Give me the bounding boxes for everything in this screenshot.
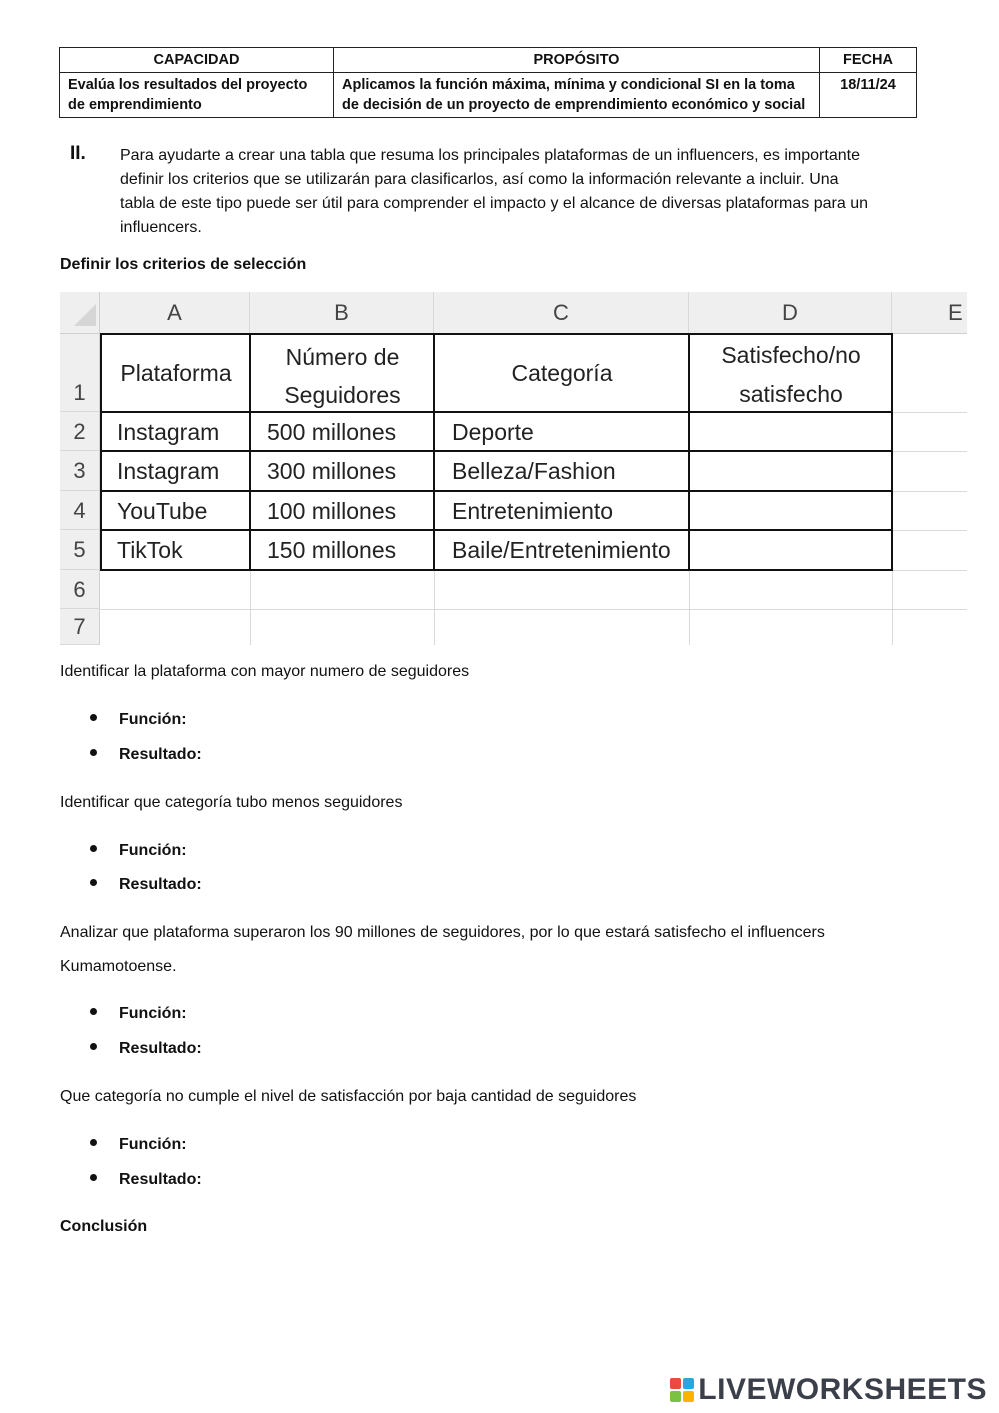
cell-plataforma: YouTube [117, 498, 208, 524]
criterios-title: Definir los criterios de selección [60, 256, 307, 273]
row-header-6: 6 [60, 570, 100, 609]
resultado-label: Resultado: [119, 1040, 202, 1057]
col-header-e: E [892, 292, 967, 334]
cell-categoria: Entretenimiento [452, 498, 614, 524]
col-header-a: A [100, 292, 250, 334]
col-header-b: B [250, 292, 434, 334]
cell-plataforma: Instagram [117, 458, 220, 484]
proposito-line-1: Aplicamos la función máxima, mínima y condicional SI en la toma [342, 77, 795, 93]
question-4-text: Que categoría no cumple el nivel de satisfacción por baja cantidad de seguidores [60, 1088, 637, 1105]
bullet-icon [90, 749, 97, 756]
question-3-text-line-1: Analizar que plataforma superaron los 90 millones de seguidores, por lo que estará satisfecho el influencers [60, 924, 825, 941]
capacidad-line-1: Evalúa los resultados del proyecto [68, 77, 308, 93]
question-3-funcion[interactable] [90, 1005, 187, 1023]
question-1-resultado[interactable] [90, 746, 202, 764]
row-header-1: 1 [60, 334, 100, 412]
question-3-resultado[interactable] [90, 1040, 202, 1058]
question-3-text-line-2: Kumamotoense. [60, 958, 177, 975]
question-1-funcion[interactable] [90, 711, 187, 729]
question-4-resultado[interactable] [90, 1171, 202, 1189]
header-seguidores: Seguidores [284, 382, 401, 408]
header-satisfecho: satisfecho [739, 381, 843, 407]
select-all-corner [60, 292, 100, 334]
header-capacidad-title: CAPACIDAD [60, 48, 334, 73]
bullet-icon [90, 714, 97, 721]
intro-line-3: tabla de este tipo puede ser útil para comprender el impacto y el alcance de diversas plataformas para un [120, 195, 868, 212]
cell-categoria: Baile/Entretenimiento [452, 537, 671, 563]
header-satisfecho-no: Satisfecho/no [721, 342, 861, 368]
question-2-text: Identificar que categoría tubo menos seguidores [60, 794, 403, 811]
intro-line-2: definir los criterios que se utilizarán para clasificarlos, así como la información relevante a incluir. Una [120, 171, 839, 188]
header-table [59, 47, 917, 118]
bullet-icon [90, 1174, 97, 1181]
col-header-d: D [689, 292, 892, 334]
header-fecha-title: FECHA [820, 48, 917, 73]
intro-paragraph [120, 144, 920, 240]
cell-plataforma: Instagram [117, 419, 220, 445]
conclusion-heading: Conclusión [60, 1218, 148, 1235]
header-plataforma: Plataforma [120, 360, 232, 386]
col-header-c: C [434, 292, 689, 334]
resultado-label: Resultado: [119, 746, 202, 763]
bullet-icon [90, 845, 97, 852]
question-2-funcion[interactable] [90, 842, 187, 860]
spreadsheet [60, 292, 967, 645]
bullet-icon [90, 1008, 97, 1015]
brand-name: LIVEWORKSHEETS [698, 1373, 987, 1406]
header-proposito-title: PROPÓSITO [334, 48, 820, 73]
section-numeral: II. [70, 143, 86, 164]
funcion-label: Función: [119, 1136, 187, 1153]
question-4-funcion[interactable] [90, 1136, 187, 1154]
liveworksheets-logo[interactable] [670, 1373, 987, 1407]
proposito-line-2: de decisión de un proyecto de emprendimiento económico y social [342, 97, 806, 113]
funcion-label: Función: [119, 711, 187, 728]
funcion-label: Función: [119, 842, 187, 859]
proposito-cell [334, 73, 820, 118]
cell-seguidores: 150 millones [267, 537, 397, 563]
intro-line-4: influencers. [120, 219, 202, 236]
bullet-icon [90, 1139, 97, 1146]
header-numero-de: Número de [285, 344, 400, 370]
cell-categoria: Deporte [452, 419, 534, 445]
question-2-resultado[interactable] [90, 876, 202, 894]
header-categoria: Categoría [511, 360, 613, 386]
row-header-4: 4 [60, 491, 100, 530]
row-header-5: 5 [60, 530, 100, 570]
bullet-icon [90, 879, 97, 886]
cell-seguidores: 100 millones [267, 498, 397, 524]
capacidad-line-2: de emprendimiento [68, 97, 202, 113]
cell-plataforma: TikTok [117, 537, 183, 563]
cell-seguidores: 300 millones [267, 458, 397, 484]
funcion-label: Función: [119, 1005, 187, 1022]
bullet-icon [90, 1043, 97, 1050]
resultado-label: Resultado: [119, 876, 202, 893]
question-1-text: Identificar la plataforma con mayor numero de seguidores [60, 663, 470, 680]
capacidad-cell [60, 73, 334, 118]
cell-seguidores: 500 millones [267, 419, 397, 445]
row-header-3: 3 [60, 451, 100, 491]
resultado-label: Resultado: [119, 1171, 202, 1188]
intro-line-1: Para ayudarte a crear una tabla que resuma los principales plataformas de un influencers, es importante [120, 147, 860, 164]
cell-categoria: Belleza/Fashion [452, 458, 616, 484]
row-header-2: 2 [60, 412, 100, 451]
row-header-7: 7 [60, 609, 100, 645]
fecha-value: 18/11/24 [820, 73, 917, 118]
liveworksheets-logo-icon [670, 1378, 694, 1402]
